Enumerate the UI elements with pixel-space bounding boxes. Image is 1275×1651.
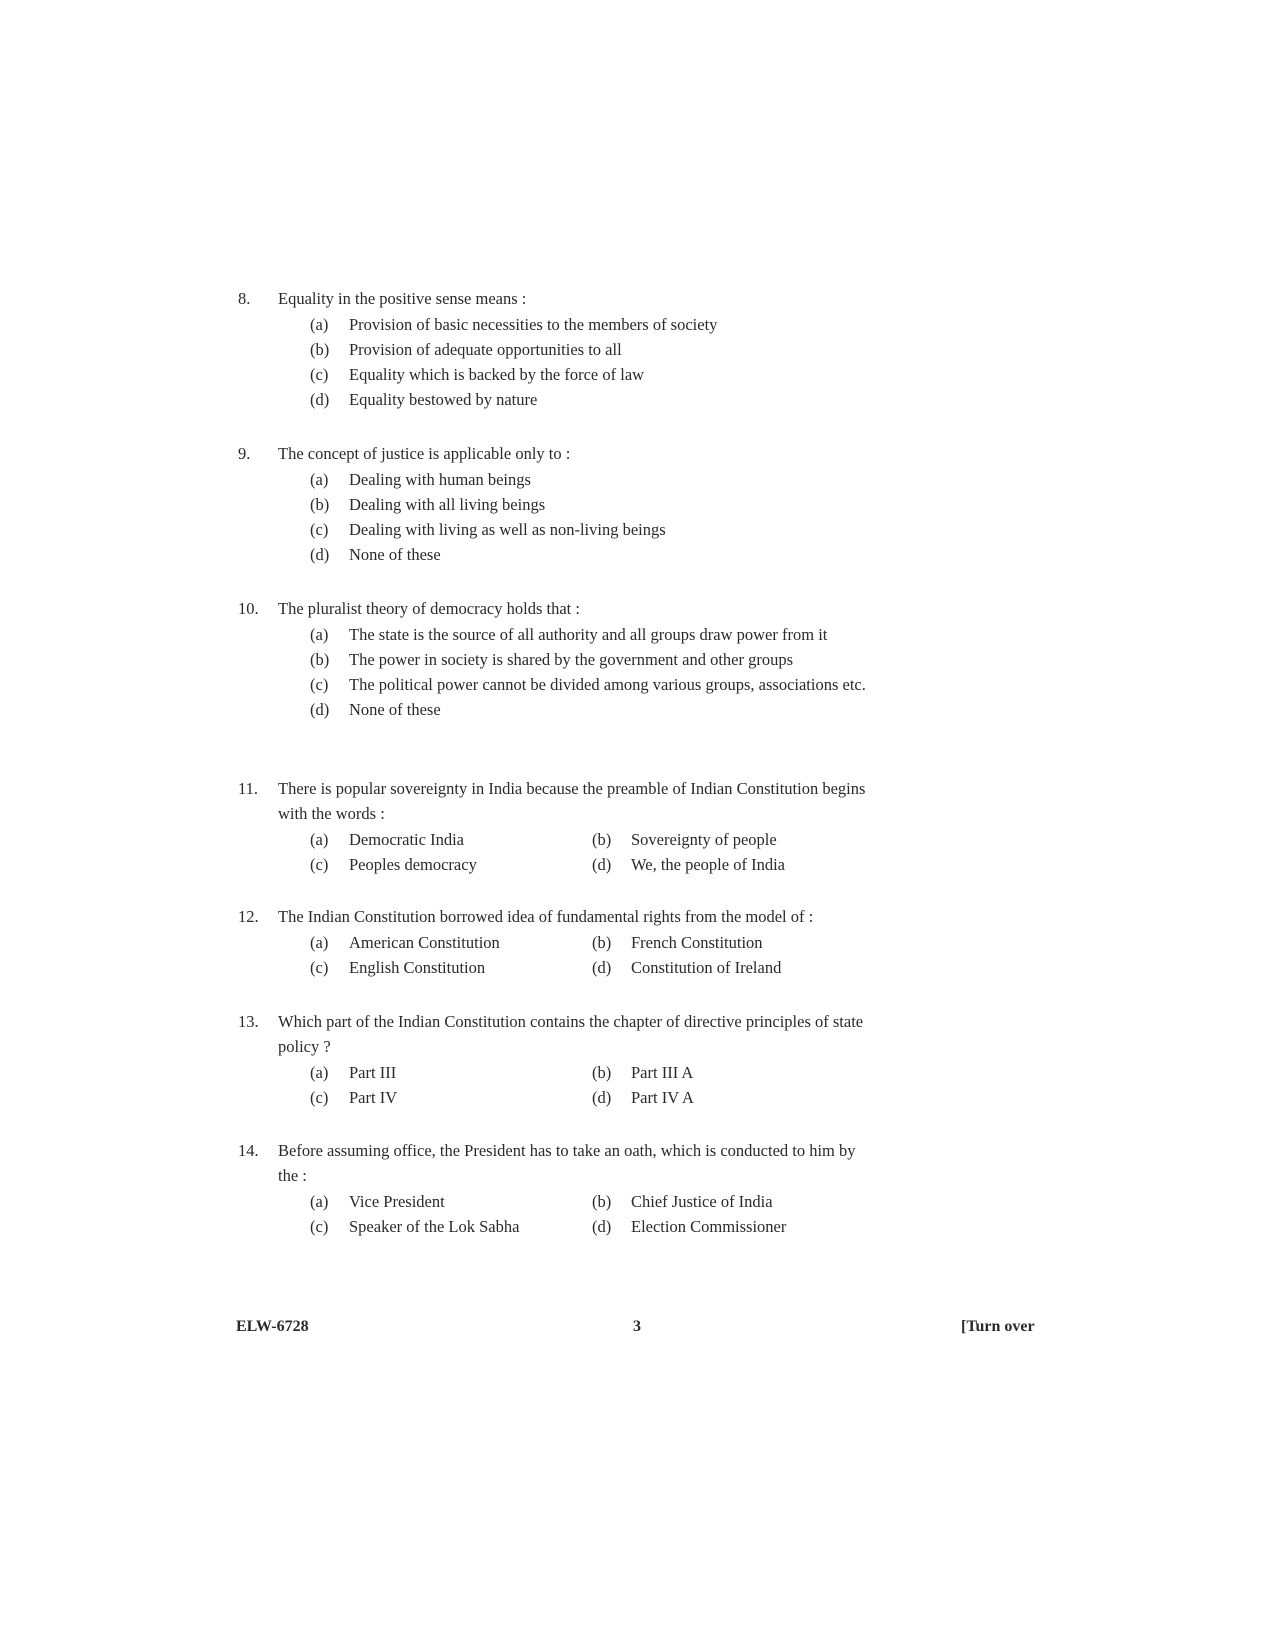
option-text: French Constitution <box>631 933 763 952</box>
option-text: English Constitution <box>349 958 486 977</box>
question-text: Equality in the positive sense means : <box>278 289 527 308</box>
question-number: 14. <box>238 1141 259 1160</box>
option-a <box>310 1189 592 1214</box>
option-text: Part IV A <box>631 1088 694 1107</box>
option-text: Provision of basic necessities to the members of society <box>349 315 718 334</box>
options-grid <box>310 1189 868 1239</box>
question-8 <box>238 286 868 412</box>
option-label: (a) <box>310 1192 329 1211</box>
question-number: 12. <box>238 907 259 926</box>
option-label: (c) <box>310 958 329 977</box>
question-text: Which part of the Indian Constitution contains the chapter of directive principles of state policy ? <box>278 1012 864 1056</box>
page-number: 3 <box>633 1318 641 1335</box>
option-c <box>310 1085 592 1110</box>
question-10 <box>238 596 868 722</box>
option-label: (a) <box>310 1063 329 1082</box>
option-text: The state is the source of all authority and all groups draw power from it <box>349 625 828 644</box>
question-14 <box>238 1138 868 1239</box>
option-text: American Constitution <box>349 933 500 952</box>
options-list <box>310 622 870 722</box>
turn-over-note: [Turn over <box>961 1318 1035 1335</box>
question-number: 9. <box>238 444 251 463</box>
option-text: Dealing with all living beings <box>349 495 546 514</box>
option-c <box>310 955 592 980</box>
option-label: (c) <box>310 855 329 874</box>
question-9 <box>238 441 868 567</box>
option-text: Peoples democracy <box>349 855 477 874</box>
option-d <box>310 387 868 412</box>
options-list <box>310 312 868 412</box>
option-label: (d) <box>310 545 330 564</box>
option-b <box>310 647 870 672</box>
option-label: (b) <box>310 650 330 669</box>
option-label: (b) <box>310 340 330 359</box>
question-text: The concept of justice is applicable only to : <box>278 444 571 463</box>
question-12 <box>238 904 868 980</box>
option-d <box>592 852 852 877</box>
question-13 <box>238 1009 868 1110</box>
question-number: 8. <box>238 289 251 308</box>
option-c <box>310 362 868 387</box>
option-b <box>592 827 852 852</box>
option-text: Equality which is backed by the force of law <box>349 365 645 384</box>
option-d <box>592 1214 852 1239</box>
option-label: (a) <box>310 933 329 952</box>
option-text: Provision of adequate opportunities to all <box>349 340 622 359</box>
option-d <box>592 955 852 980</box>
option-text: Democratic India <box>349 830 464 849</box>
option-text: Part III A <box>631 1063 694 1082</box>
option-c <box>310 517 868 542</box>
option-a <box>310 827 592 852</box>
option-d <box>592 1085 852 1110</box>
option-a <box>310 622 870 647</box>
option-d <box>310 697 870 722</box>
question-number: 11. <box>238 779 259 798</box>
option-label: (b) <box>592 830 612 849</box>
question-text: The pluralist theory of democracy holds that : <box>278 599 580 618</box>
options-grid <box>310 930 868 980</box>
option-text: Equality bestowed by nature <box>349 390 538 409</box>
option-text: Speaker of the Lok Sabha <box>349 1217 520 1236</box>
option-text: The political power cannot be divided among various groups, associations etc. <box>349 675 866 694</box>
option-label: (d) <box>592 1088 612 1107</box>
option-a <box>310 930 592 955</box>
question-11 <box>238 776 868 877</box>
question-text: There is popular sovereignty in India because the preamble of Indian Constitution begins with the words : <box>278 779 866 823</box>
option-c <box>310 1214 592 1239</box>
option-text: None of these <box>349 545 441 564</box>
option-text: Part IV <box>349 1088 398 1107</box>
option-label: (a) <box>310 625 329 644</box>
option-text: Sovereignty of people <box>631 830 777 849</box>
option-label: (c) <box>310 1217 329 1236</box>
options-list <box>310 467 868 567</box>
option-c <box>310 672 870 697</box>
option-text: The power in society is shared by the government and other groups <box>349 650 794 669</box>
option-text: Dealing with living as well as non-living beings <box>349 520 666 539</box>
question-text: Before assuming office, the President has to take an oath, which is conducted to him by the : <box>278 1141 856 1185</box>
option-label: (a) <box>310 470 329 489</box>
exam-code: ELW-6728 <box>236 1318 309 1335</box>
option-label: (a) <box>310 315 329 334</box>
option-label: (d) <box>592 1217 612 1236</box>
option-text: Election Commissioner <box>631 1217 787 1236</box>
option-b <box>592 1060 852 1085</box>
option-b <box>310 492 868 517</box>
option-label: (b) <box>592 1063 612 1082</box>
option-label: (d) <box>310 390 330 409</box>
option-label: (a) <box>310 830 329 849</box>
option-a <box>310 467 868 492</box>
option-c <box>310 852 592 877</box>
option-text: Vice President <box>349 1192 445 1211</box>
option-b <box>592 1189 852 1214</box>
option-label: (b) <box>592 933 612 952</box>
options-grid <box>310 827 868 877</box>
option-text: None of these <box>349 700 441 719</box>
option-a <box>310 312 868 337</box>
option-a <box>310 1060 592 1085</box>
option-text: Part III <box>349 1063 397 1082</box>
question-number: 13. <box>238 1012 259 1031</box>
option-label: (c) <box>310 1088 329 1107</box>
option-text: Constitution of Ireland <box>631 958 782 977</box>
option-text: Chief Justice of India <box>631 1192 773 1211</box>
option-label: (d) <box>592 855 612 874</box>
question-number: 10. <box>238 599 259 618</box>
option-label: (c) <box>310 520 329 539</box>
option-label: (b) <box>592 1192 612 1211</box>
option-b <box>592 930 852 955</box>
option-d <box>310 542 868 567</box>
option-label: (b) <box>310 495 330 514</box>
option-label: (d) <box>592 958 612 977</box>
option-b <box>310 337 868 362</box>
option-text: We, the people of India <box>631 855 785 874</box>
option-label: (c) <box>310 365 329 384</box>
option-text: Dealing with human beings <box>349 470 531 489</box>
option-label: (c) <box>310 675 329 694</box>
options-grid <box>310 1060 868 1110</box>
option-label: (d) <box>310 700 330 719</box>
question-text: The Indian Constitution borrowed idea of fundamental rights from the model of : <box>278 907 814 926</box>
